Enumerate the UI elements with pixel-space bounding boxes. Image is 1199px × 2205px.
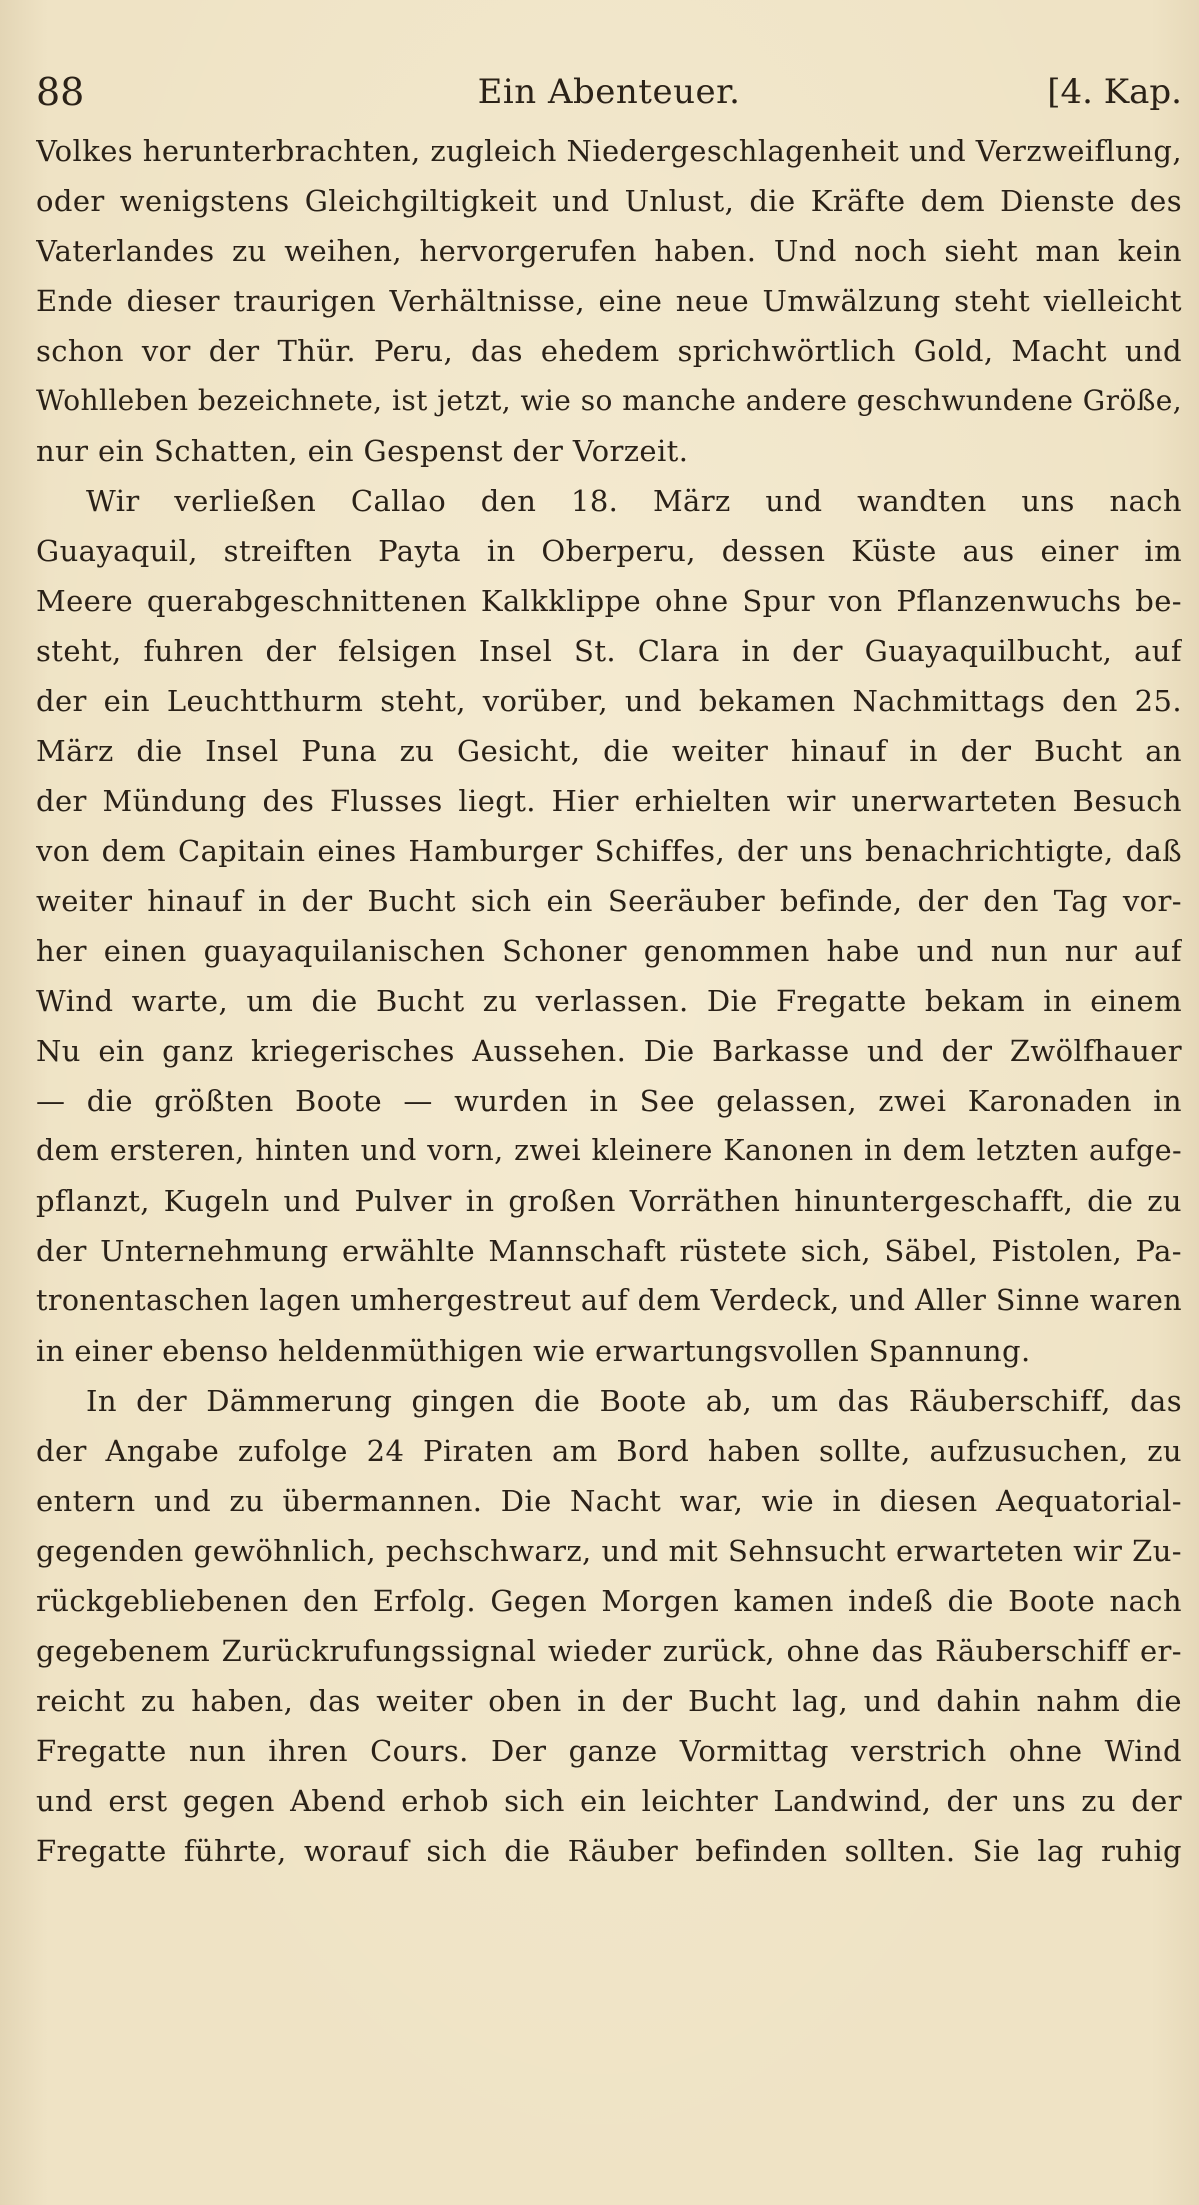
text-line: Nu ein ganz kriegerisches Aussehen. Die Barkasse und der Zwölfhauer bbox=[36, 1034, 1182, 1068]
text-line: rückgebliebenen den Erfolg. Gegen Morgen kamen indeß die Boote nach bbox=[36, 1584, 1182, 1618]
page-number: 88 bbox=[36, 70, 85, 114]
text-line: Guayaquil, streiften Payta in Oberperu, dessen Küste aus einer im bbox=[36, 534, 1182, 568]
text-line: oder wenigstens Gleichgiltigkeit und Unlust, die Kräfte dem Dienste des bbox=[36, 184, 1182, 218]
text-line: der Angabe zufolge 24 Piraten am Bord haben sollte, aufzusuchen, zu bbox=[36, 1434, 1182, 1468]
text-line: — die größten Boote — wurden in See gelassen, zwei Karonaden in bbox=[36, 1084, 1182, 1118]
text-line: weiter hinauf in der Bucht sich ein Seeräuber befinde, der den Tag vor- bbox=[36, 884, 1182, 918]
text-line: Wind warte, um die Bucht zu verlassen. Die Fregatte bekam in einem bbox=[36, 984, 1182, 1018]
text-line: März die Insel Puna zu Gesicht, die weiter hinauf in der Bucht an bbox=[36, 734, 1182, 768]
text-line: der Mündung des Flusses liegt. Hier erhielten wir unerwarteten Besuch bbox=[36, 784, 1182, 818]
text-line: reicht zu haben, das weiter oben in der Bucht lag, und dahin nahm die bbox=[36, 1684, 1182, 1718]
text-line: Wohlleben bezeichnete, ist jetzt, wie so manche andere geschwundene Größe, bbox=[36, 384, 1182, 417]
text-line: von dem Capitain eines Hamburger Schiffes, der uns benachrichtigte, daß bbox=[36, 834, 1182, 868]
text-line: dem ersteren, hinten und vorn, zwei kleinere Kanonen in dem letzten aufge- bbox=[36, 1134, 1182, 1167]
text-line: In der Dämmerung gingen die Boote ab, um das Räuberschiff, das bbox=[86, 1384, 1182, 1418]
text-line: Meere querabgeschnittenen Kalkklippe ohne Spur von Pflanzenwuchs be- bbox=[36, 584, 1182, 618]
text-line: Volkes herunterbrachten, zugleich Niedergeschlagenheit und Verzweiflung, bbox=[36, 134, 1182, 168]
text-line: der ein Leuchtthurm steht, vorüber, und bekamen Nachmittags den 25. bbox=[36, 684, 1182, 718]
text-line: steht, fuhren der felsigen Insel St. Clara in der Guayaquilbucht, auf bbox=[36, 634, 1182, 668]
text-line: Fregatte führte, worauf sich die Räuber befinden sollten. Sie lag ruhig bbox=[36, 1834, 1182, 1868]
text-line: her einen guayaquilanischen Schoner genommen habe und nun nur auf bbox=[36, 934, 1182, 968]
text-line: und erst gegen Abend erhob sich ein leichter Landwind, der uns zu der bbox=[36, 1784, 1182, 1818]
body-text bbox=[36, 126, 1182, 1876]
text-line: gegebenem Zurückrufungssignal wieder zurück, ohne das Räuberschiff er- bbox=[36, 1634, 1182, 1668]
text-line: in einer ebenso heldenmüthigen wie erwartungsvollen Spannung. bbox=[36, 1334, 1031, 1368]
text-line: Wir verließen Callao den 18. März und wandten uns nach bbox=[86, 484, 1182, 518]
text-line: Fregatte nun ihren Cours. Der ganze Vormittag verstrich ohne Wind bbox=[36, 1734, 1182, 1768]
chapter-label: [4. Kap. bbox=[1047, 72, 1182, 112]
text-line: nur ein Schatten, ein Gespenst der Vorzeit. bbox=[36, 434, 689, 468]
text-line: Ende dieser traurigen Verhältnisse, eine neue Umwälzung steht vielleicht bbox=[36, 284, 1182, 318]
text-line: der Unternehmung erwählte Mannschaft rüstete sich, Säbel, Pistolen, Pa- bbox=[36, 1234, 1182, 1268]
text-line: pflanzt, Kugeln und Pulver in großen Vorräthen hinuntergeschafft, die zu bbox=[36, 1184, 1182, 1218]
running-title: Ein Abenteuer. bbox=[477, 72, 741, 112]
text-line: Vaterlandes zu weihen, hervorgerufen haben. Und noch sieht man kein bbox=[36, 234, 1182, 268]
text-line: gegenden gewöhnlich, pechschwarz, und mit Sehnsucht erwarteten wir Zu- bbox=[36, 1534, 1182, 1568]
page-header bbox=[36, 68, 1182, 116]
text-line: entern und zu übermannen. Die Nacht war, wie in diesen Aequatorial- bbox=[36, 1484, 1182, 1518]
text-line: tronentaschen lagen umhergestreut auf dem Verdeck, und Aller Sinne waren bbox=[36, 1284, 1182, 1317]
text-line: schon vor der Thür. Peru, das ehedem sprichwörtlich Gold, Macht und bbox=[36, 334, 1182, 368]
